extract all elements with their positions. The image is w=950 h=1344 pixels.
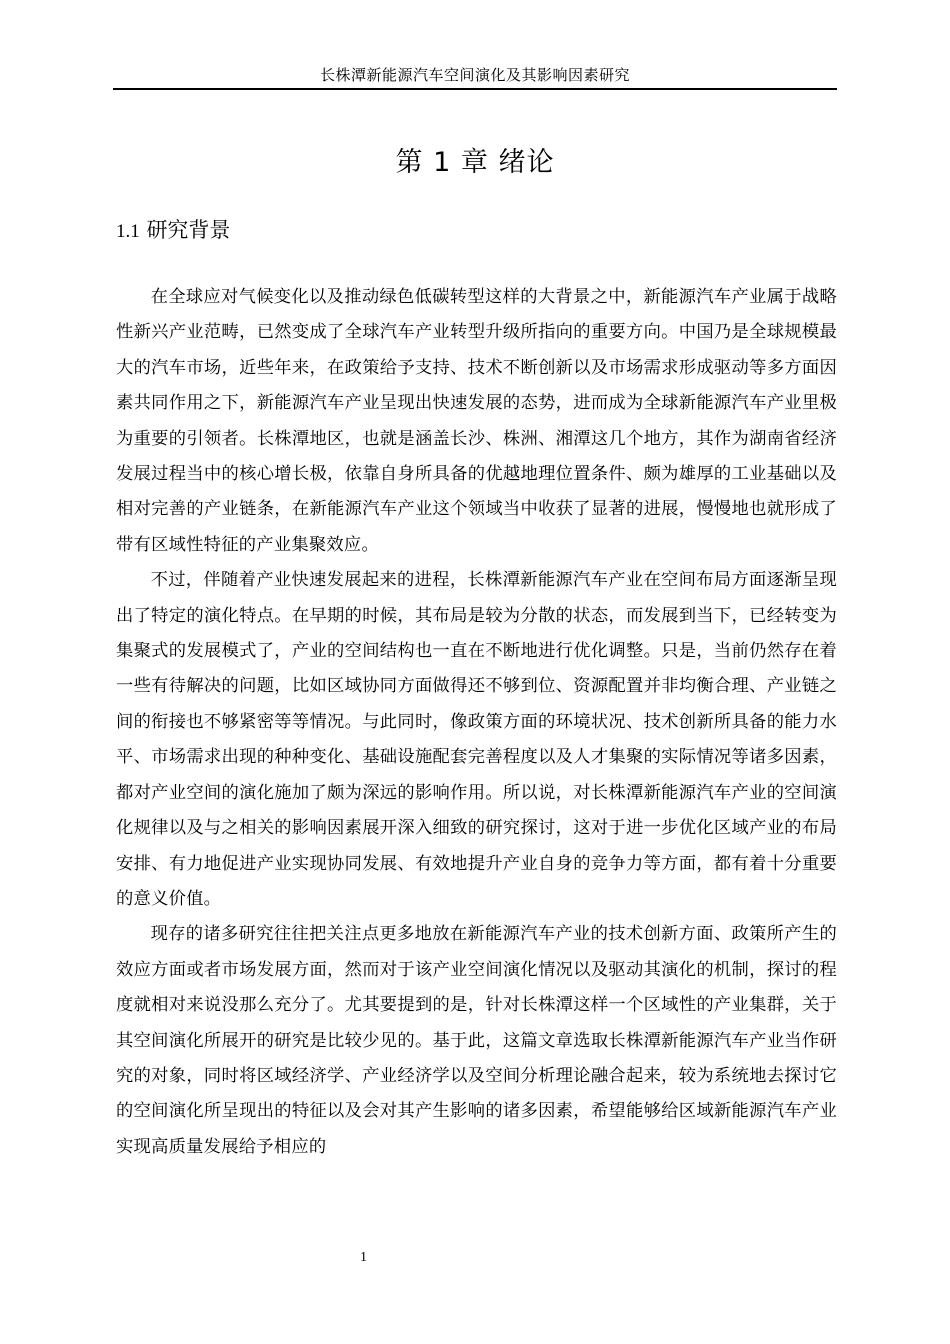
running-header: 长株潭新能源汽车空间演化及其影响因素研究 bbox=[319, 66, 630, 84]
page-number: 1 bbox=[360, 1250, 367, 1265]
header-rule bbox=[113, 88, 837, 90]
section-heading bbox=[116, 213, 836, 249]
section-number: 1.1 bbox=[116, 221, 140, 242]
paragraph-2: 不过，伴随着产业快速发展起来的进程，长株潭新能源汽车产业在空间布局方面逐渐呈现出了特定的演化特点。在早期的时候，其布局是较为分散的状态，而发展到当下，已经转变为集聚式的发展模式了，产业的空间结构也一直在不断地进行优化调整。只是，当前仍然存在着一些有待解决的问题，比如区域协同方面做得还不够到位、资源配置并非均衡合理、产业链之间的衔接也不够紧密等等情况。与此同时，像政策方面的环境状况、技术创新所具备的能力水平、市场需求出现的种种变化、基础设施配套完善程度以及人才集聚的实际情况等诸多因素，都对产业空间的演化施加了颇为深远的影响作用。所以说，对长株潭新能源汽车产业的空间演化规律以及与之相关的影响因素展开深入细致的研究探讨，这对于进一步优化区域产业的布局安排、有力地促进产业实现协同发展、有效地提升产业自身的竞争力等方面，都有着十分重要的意义价值。 bbox=[116, 570, 837, 909]
chapter-title: 第 1 章 绪论 bbox=[395, 147, 555, 178]
paragraph-1: 在全球应对气候变化以及推动绿色低碳转型这样的大背景之中，新能源汽车产业属于战略性新兴产业范畴，已然变成了全球汽车产业转型升级所指向的重要方向。中国乃是全球规模最大的汽车市场，近些年来，在政策给予支持、技术不断创新以及市场需求形成驱动等多方面因素共同作用之下，新能源汽车产业呈现出快速发展的态势，进而成为全球新能源汽车产业里极为重要的引领者。长株潭地区，也就是涵盖长沙、株洲、湘潭这几个地方，其作为湖南省经济发展过程当中的核心增长极，依靠自身所具备的优越地理位置条件、颇为雄厚的工业基础以及相对完善的产业链条，在新能源汽车产业这个领域当中收获了显著的进展，慢慢地也就形成了带有区域性特征的产业集聚效应。 bbox=[116, 287, 837, 555]
body-text bbox=[116, 280, 837, 1165]
paragraph-3: 现存的诸多研究往往把关注点更多地放在新能源汽车产业的技术创新方面、政策所产生的效应方面或者市场发展方面，然而对于该产业空间演化情况以及驱动其演化的机制，探讨的程度就相对来说没那么充分了。尤其要提到的是，针对长株潭这样一个区域性的产业集群，关于其空间演化所展开的研究是比较少见的。基于此，这篇文章选取长株潭新能源汽车产业当作研究的对象，同时将区域经济学、产业经济学以及空间分析理论融合起来，较为系统地去探讨它的空间演化所呈现出的特征以及会对其产生影响的诸多因素，希望能够给区域新能源汽车产业实现高质量发展给予相应的 bbox=[116, 924, 837, 1157]
section-title-text: 研究背景 bbox=[146, 218, 231, 242]
